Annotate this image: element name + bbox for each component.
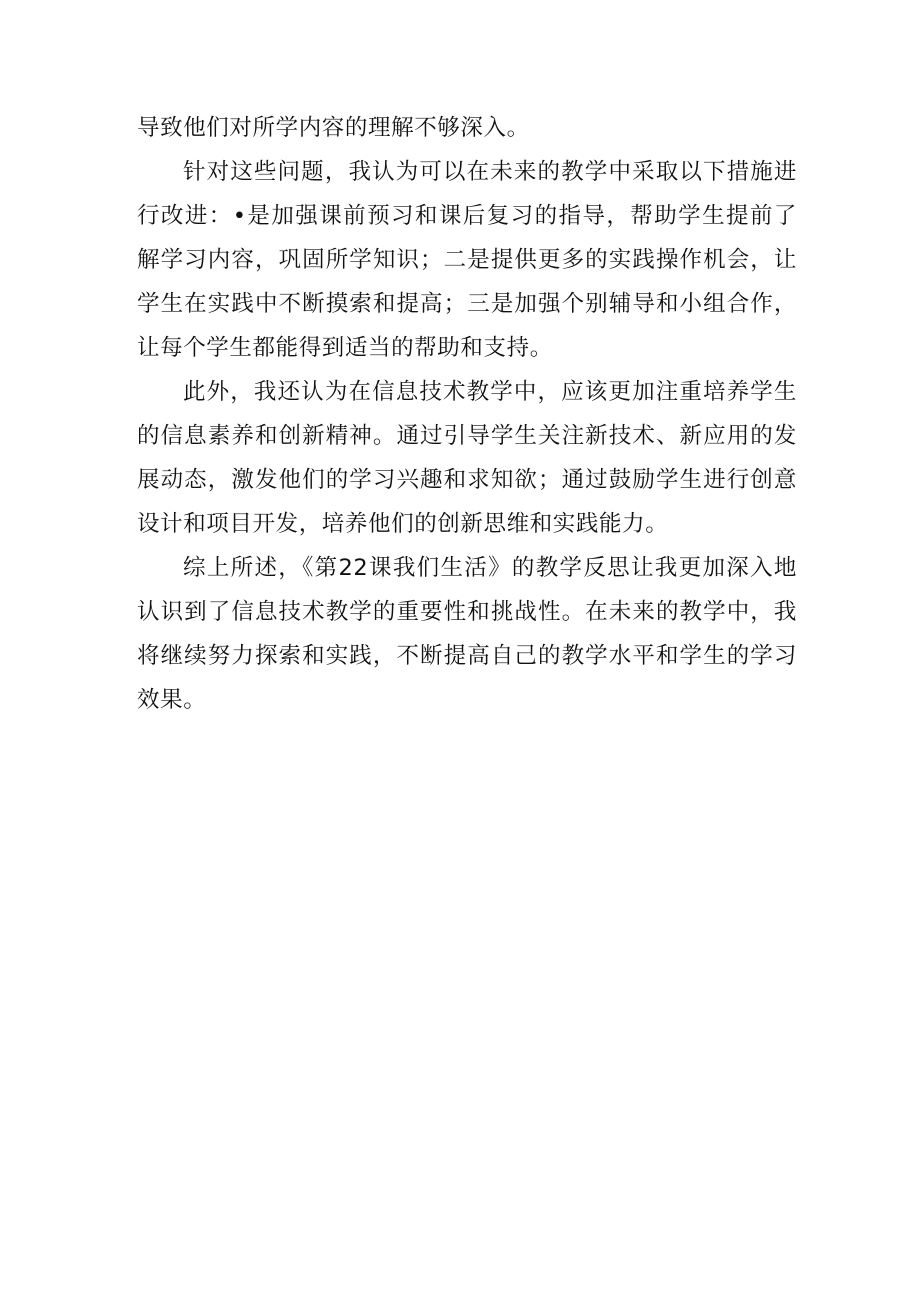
paragraph-conclusion: 综上所述，《第22课我们生活》的教学反思让我更加深入地认识到了信息技术教学的重要性和挑战性。在未来的教学中，我将继续努力探索和实践，不断提高自己的教学水平和学生的学习效果。	[137, 555, 797, 713]
paragraph-continuation: 导致他们对所学内容的理解不够深入。	[137, 115, 530, 141]
document-body	[137, 106, 797, 722]
paragraph-improvement-measures: 针对这些问题，我认为可以在未来的教学中采取以下措施进行改进：•是加强课前预习和课后复习的指导，帮助学生提前了解学习内容，巩固所学知识；二是提供更多的实践操作机会，让学生在实践中不断摸索和提高；三是加强个别辅导和小组合作，让每个学生都能得到适当的帮助和支持。	[137, 159, 797, 361]
paragraph-information-literacy: 此外，我还认为在信息技术教学中，应该更加注重培养学生的信息素养和创新精神。通过引导学生关注新技术、新应用的发展动态，激发他们的学习兴趣和求知欲；通过鼓励学生进行创意设计和项目开发，培养他们的创新思维和实践能力。	[137, 379, 797, 537]
